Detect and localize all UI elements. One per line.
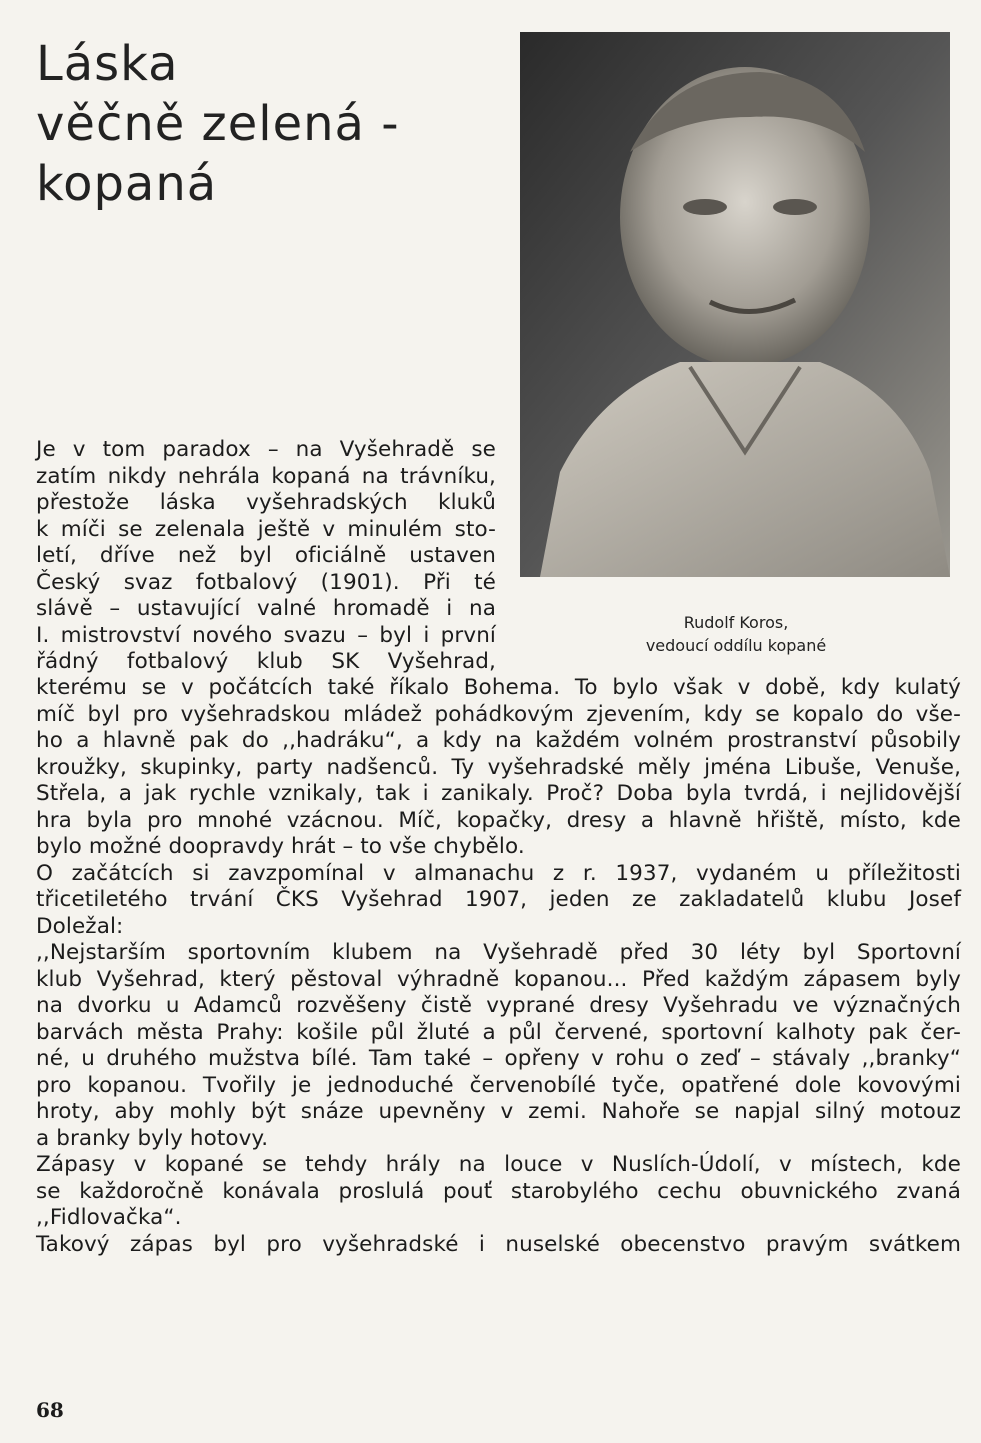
text-line: hra byla pro mnohé vzácnou. Míč, kopačky, dresy a hlavně hřiště, místo, kde bbox=[36, 807, 961, 833]
text-line: bylo možné doopravdy hrát – to vše chybělo. bbox=[36, 834, 525, 859]
text-line: letí, dříve než byl oficiálně ustaven bbox=[36, 543, 496, 568]
text-line: na dvorku u Adamců rozvěšeny čistě vyprané dresy Vyšehradu ve význačných bbox=[36, 993, 961, 1018]
text-line: slávě – ustavující valné hromadě i na bbox=[36, 596, 496, 621]
text-line: kterému se v počátcích také říkalo Bohema. To bylo však v době, kdy kulatý bbox=[36, 675, 961, 700]
text-line: k míči se zelenala ještě v minulém sto- bbox=[36, 516, 496, 542]
article-text-wide bbox=[36, 675, 961, 1258]
caption-line: Rudolf Koros, bbox=[683, 613, 789, 632]
title-line: kopaná bbox=[36, 156, 218, 212]
text-line: míč byl pro vyšehradskou mládež pohádkovým zjevením, kdy se kopalo do vše- bbox=[36, 701, 961, 727]
text-line: klub Vyšehrad, který pěstoval výhradně kopanou... Před každým zápasem byly bbox=[36, 966, 961, 992]
text-line: Střela, a jak rychle vznikaly, tak i zanikaly. Proč? Doba byla tvrdá, i nejlidovější bbox=[36, 781, 961, 806]
text-line: Takový zápas byl pro vyšehradské i nuselské obecenstvo pravým svátkem bbox=[36, 1231, 961, 1257]
title-line: věčně zelená - bbox=[36, 96, 400, 152]
caption-line: vedoucí oddílu kopané bbox=[645, 636, 827, 655]
page-number: 68 bbox=[36, 1398, 64, 1422]
text-line: ho a hlavně pak do ,,hadráku“, a kdy na každém volném prostranství působily bbox=[36, 728, 961, 753]
text-line: Je v tom paradox – na Vyšehradě se bbox=[36, 437, 496, 462]
text-line: I. mistrovství nového svazu – byl i první bbox=[36, 622, 496, 648]
text-line: třicetiletého trvání ČKS Vyšehrad 1907, jeden ze zakladatelů klubu Josef bbox=[36, 887, 961, 912]
text-line: se každoročně konávala proslulá pouť starobylého cechu obuvnického zvaná bbox=[36, 1178, 961, 1204]
text-line: O začátcích si zavzpomínal v almanachu z r. 1937, vydaném u příležitosti bbox=[36, 860, 961, 886]
text-line: kroužky, skupinky, party nadšenců. Ty vyšehradské měly jména Libuše, Venuše, bbox=[36, 754, 961, 780]
title-line: Láska bbox=[36, 36, 179, 92]
text-line: Zápasy v kopané se tehdy hrály na louce v Nuslích-Údolí, v místech, kde bbox=[36, 1152, 961, 1177]
text-line: přestože láska vyšehradských kluků bbox=[36, 490, 496, 515]
text-line: Český svaz fotbalový (1901). Při té bbox=[36, 569, 496, 595]
text-line: ,,Fidlovačka“. bbox=[36, 1205, 182, 1230]
text-line: Doležal: bbox=[36, 913, 124, 939]
text-line: ,,Nejstarším sportovním klubem na Vyšehradě před 30 léty byl Sportovní bbox=[36, 940, 961, 965]
text-line: né, u druhého mužstva bílé. Tam také – opřeny v rohu o zeď – stávaly ,,branky“ bbox=[36, 1046, 961, 1071]
text-line: barvách města Prahy: košile půl žluté a půl červené, sportovní kalhoty pak čer- bbox=[36, 1019, 961, 1045]
text-line: a branky byly hotovy. bbox=[36, 1125, 269, 1151]
text-line: pro kopanou. Tvořily je jednoduché červenobílé tyče, opatřené dole kovovými bbox=[36, 1072, 961, 1098]
article-text-narrow bbox=[36, 437, 961, 676]
text-line: zatím nikdy nehrála kopaná na trávníku, bbox=[36, 463, 496, 489]
text-line: hroty, aby mohly být snáze upevněny v zemi. Nahoře se napjal silný motouz bbox=[36, 1099, 961, 1124]
article-title bbox=[36, 34, 476, 214]
text-line: řádný fotbalový klub SK Vyšehrad, bbox=[36, 649, 496, 674]
